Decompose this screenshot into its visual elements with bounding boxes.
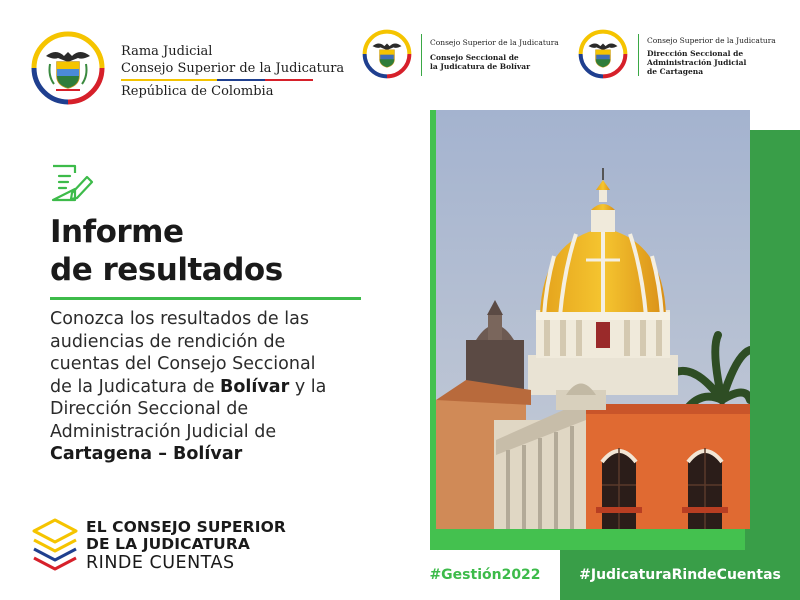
tricolor-divider [121,79,313,81]
brand-line2: DE LA JUDICATURA [86,535,250,553]
cartagena-cathedral-photo [436,110,750,529]
document-edit-icon [50,163,96,203]
logo-3-line1: Consejo Superior de la Judicatura [647,36,776,45]
brand-line3: RINDE CUENTAS [86,553,235,573]
rama-judicial-text: Rama Judicial [121,44,213,59]
logo-3-line4: de Cartagena [647,67,704,76]
republica-text: República de Colombia [121,84,274,99]
colombia-coat-of-arms-icon [578,29,628,79]
description-text [50,308,335,466]
title-underline [50,297,361,300]
hashtag-judicatura: #JudicaturaRindeCuentas [579,567,781,583]
stacked-layers-icon [30,517,80,573]
logo-2-separator [421,34,422,76]
description-bold-cartagena: Cartagena – Bolívar [50,444,243,464]
seal-small-1 [362,29,412,79]
logo-3-separator [638,34,639,76]
page-title-line2: de resultados [50,252,283,288]
page-title-line1: Informe [50,214,184,250]
logo-3-line3: Administración Judicial [647,58,747,67]
description-part2: y la Dirección Seccional de Administración Judicial de [50,376,327,442]
brand-line1: EL CONSEJO SUPERIOR [86,518,286,536]
seal-small-2 [578,29,628,79]
hashtag-gestion: #Gestión2022 [429,567,541,583]
logo-3-line2: Dirección Seccional de [647,49,744,58]
colombia-coat-of-arms-icon [362,29,412,79]
logo-2-line2: Consejo Seccional de [430,53,519,62]
consejo-superior-text: Consejo Superior de la Judicatura [121,61,345,76]
logo-2-line3: la Judicatura de Bolívar [430,62,531,71]
logo-2-line1: Consejo Superior de la Judicatura [430,38,559,47]
colombia-coat-of-arms-icon [30,30,106,106]
description-part1: Conozca los resultados de las audiencias de rendición de cuentas del Consejo Seccional de la Judicatura de [50,309,316,397]
description-bold-bolivar: Bolívar [220,376,290,397]
main-seal [30,30,106,106]
